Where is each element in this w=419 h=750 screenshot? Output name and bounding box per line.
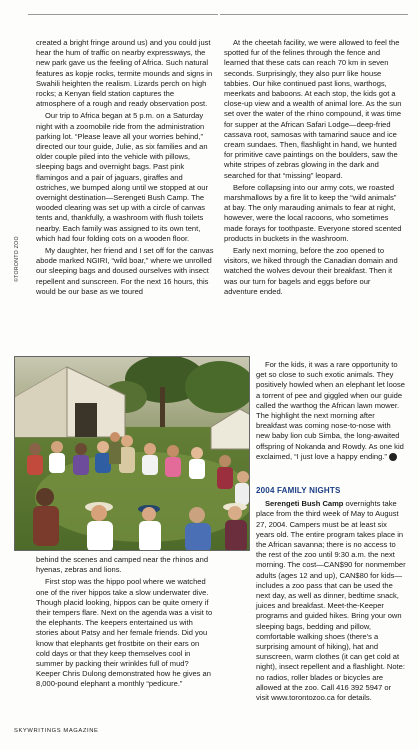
paragraph: At the cheetah facility, we were allowed to feel the spotted fur of the felines through the fence and learned that these cats can reach 70 km in seven seconds. Surprisingly, they also purr like house tabbies. Our hike continued past lions, warthogs, meerkats and baboons. At each stop, the kids got a close-up view and a wealth of animal lore. As the sun set over the water of the rhino compound, it was time for supper at the African Safari Lodge—deep-fried cassava root, samosas with tamarind sauce and ice cream sundaes. Then, flashlight in hand, we hunted for primitive cave paintings on the boulders, saw the white stripes of zebras glowing in the dark and searched for that “missing” leopard.	[224, 38, 402, 180]
left-column-top	[36, 38, 214, 299]
right-column-top	[224, 38, 402, 299]
top-rule-right	[220, 14, 408, 15]
footer-magazine-name: SKYWRITINGS MAGAZINE	[14, 728, 99, 734]
paragraph: Early next morning, before the zoo opened to visitors, we hiked through the Canadian domain and watched the wolves devour their breakfast. Then it was our turn for bagels and eggs before our adventure ended.	[224, 246, 398, 296]
sidebar-body: overnights take place from the third week of May to August 27, 2004. Campers must be at least six years old. The entire program takes place in the African savanna; there is no access to the rest of the zoo until 9:30 a.m. the next morning. The cost—CAN$90 for nonmember adults (ages 12 and up), CAN$80 for kids—includes a zoo pass that can be used the next day, as well as dinner, bedtime snack, juices and breakfast. Meet-the-Keeper programs and guided hikes. Bring your own sleeping bags, bedding and pillow, comfortable walking shoes (there's a surprising amount of hiking), hat and sunscreen, warm clothes (it can get cold at night), insect repellent and a flashlight. Note: no radios, roller blades or bicycles are allowed at the zoo. Call 416 392 5947 or visit	[256, 499, 406, 703]
paragraph	[256, 360, 406, 462]
paragraph: created a bright fringe around us) and you could just hear the hum of traffic on nearby expressways, the new park gave us the feeling of Africa. Such natural features as kopje rocks, termite mounds and signs in Swahili heighten the realism. Lizards perch on high rocks; a Kenyan field station captures the atmosphere of a rough and ready observation post.	[36, 38, 213, 109]
right-column-middle	[256, 360, 406, 464]
zoo-website-link[interactable]: www.torontozoo.ca	[271, 693, 335, 703]
top-rule-left	[28, 14, 218, 15]
paragraph: First stop was the hippo pool where we watched one of the river hippos take a slow underwater dive. Though placid looking, hippos can be quite ornery if their tempers flare. Next on the agenda was a visit to the elephants. The keepers entertained us with stories about Patsy and her female friends. Did you know that elephants get frostbite on their ears on cold days or that they keep themselves cool in summer by packing their wrinkles full of mud? Keeper Chris Dulong demonstrated how he gives an 8,000-pound elephant a monthly “pedicure.”	[36, 577, 213, 689]
paragraph: behind the scenes and camped near the rhinos and hyenas, zebras and lions.	[36, 555, 209, 575]
family-nights-sidebar	[256, 486, 406, 705]
paragraph: Before collapsing into our army cots, we roasted marshmallows by a fire lit to keep the “wild animals” at bay. The only marauding animals to fear at night, however, were the local racoons, who sometimes made forays for toothpaste. Everyone stored scented products in buckets in the washroom.	[224, 182, 402, 243]
end-mark-icon: ■	[389, 453, 397, 461]
sidebar-paragraph	[256, 499, 406, 703]
paragraph-text: For the kids, it was a rare opportunity to get so close to such exotic animals. They positively howled when an elephant let loose a torrent of pee and giggled when our guide called the warthog the African lawn mower. The highlight the next morning after breakfast was coming nose-to-nose with new baby lion cub Simba, the long-awaited offspring of Nokanda and Rowdy. As one kid exclaimed, “I just love a happy ending.”	[256, 360, 405, 461]
paragraph: My daughter, her friend and I set off for the canvas abode marked NGIRI, “wild boar,” where we unrolled our sleeping bags and doused ourselves with insect repellent and sunscreen. For the next 16 hours, this would be our base as we toured	[36, 246, 214, 296]
sidebar-lead: Serengeti Bush Camp	[265, 499, 344, 509]
photo-credit: ©TORONTO ZOO	[14, 236, 20, 282]
left-column-bottom	[36, 555, 214, 692]
sidebar-title: 2004 FAMILY NIGHTS	[256, 486, 341, 495]
sidebar-tail: for details.	[334, 693, 372, 703]
paragraph: Our trip to Africa began at 5 p.m. on a Saturday night with a zoomobile ride from the administration parking lot. “Please leave all your worries behind,” directed our tour guide, Julie, as six families and an older couple piled into the vehicle with pillows, sleeping bags and overnight bags. Past pink flamingos and a pair of jaguars, giraffes and ostriches, we bumped along until we stopped at our overnight destination—Serengeti Bush Camp. The wooded clearing was set up with a circle of canvas tents and, thankfully, a washroom with flush toilets nearby. Each family was assigned to its own tent, which had four folding cots on a wooden floor.	[36, 111, 209, 243]
family-camp-photo	[14, 356, 250, 551]
photo-illustration	[15, 357, 250, 551]
